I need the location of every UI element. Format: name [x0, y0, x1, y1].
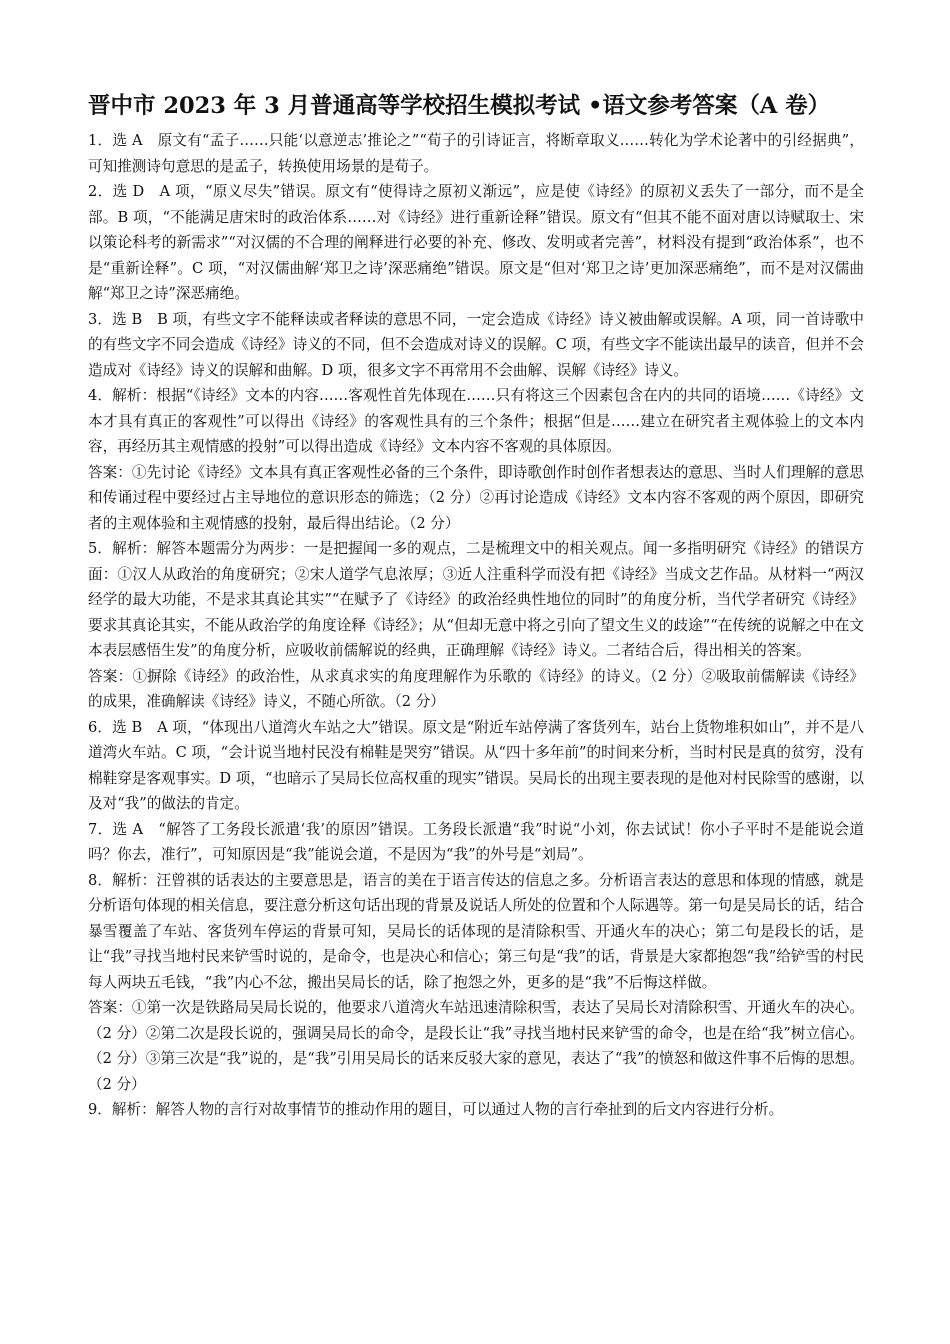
answer-4-key: 答案：①先讨论《诗经》文本具有真正客观性必备的三个条件，即诗歌创作时创作者想表达的意思、当时人们理解的意思和传诵过程中要经过占主导地位的意识形态的筛选；（2 分）②再讨论造成《诗经》文本内容不客观的两个原因，即研究者的主观体验和主观情感的投射，最后得出结论。（2 分）	[88, 463, 864, 532]
answer-9-analysis: 9．解析：解答人物的言行对故事情节的推动作用的题目，可以通过人物的言行牵扯到的后文内容进行分析。	[88, 1101, 784, 1118]
answer-document	[88, 90, 864, 1123]
answer-8-analysis: 8．解析：汪曾祺的话表达的主要意思是，语言的美在于语言传达的信息之多。分析语言表达的意思和体现的情感，就是分析语句体现的相关信息，要注意分析这句话出现的背景及说话人所处的位置和个人际遇等。第一句是吴局长的话，结合暴雪覆盖了车站、客货列车停运的背景可知，吴局长的话体现的是清除积雪、开通火车的决心；第二句是段长的话，是让“我”寻找当地村民来铲雪时说的，是命令，也是决心和信心；第三句是“我”的话，背景是大家都抱怨“我”给铲雪的村民每人两块五毛钱，“我”内心不忿，搬出吴局长的话，除了抱怨之外，更多的是“我”不后悔这样做。	[88, 871, 864, 991]
document-title: 晋中市 2023 年 3 月普通高等学校招生模拟考试 •语文参考答案（A 卷）	[88, 93, 831, 119]
answer-7: 7．选 A “解答了工务段长派遣‘我’的原因”错误。工务段长派遣“我”时说“小刘，你去试试！你小子平时不是能说会道吗？你去，准行”，可知原因是“我”能说会道，不是因为“我”的外号是“刘局”。	[88, 820, 864, 863]
answer-5-key: 答案：①摒除《诗经》的政治性，从求真求实的角度理解作为乐歌的《诗经》的诗义。（2 分）②吸取前儒解读《诗经》的成果，准确解读《诗经》诗义，不随心所欲。（2 分）	[88, 667, 864, 710]
answer-1: 1．选 A 原文有“孟子……只能‘以意逆志’推论之”“荀子的引诗证言，将断章取义……转化为学术论著中的引经据典”，可知推测诗句意思的是孟子，转换使用场景的是荀子。	[88, 132, 864, 175]
answer-4-analysis: 4．解析：根据“《诗经》文本的内容……客观性首先体现在……只有将这三个因素包含在内的共同的语境……《诗经》文本才具有真正的客观性”可以得出《诗经》的客观性具有的三个条件；根据“但是……建立在研究者主观体验上的文本内容，再经历其主观情感的投射”可以得出造成《诗经》文本内容不客观的具体原因。	[88, 387, 864, 455]
answer-2: 2．选 D A 项，“原义尽失”错误。原文有“使得诗之原初义渐远”，应是使《诗经》的原初义丢失了一部分，而不是全部。B 项，“不能满足唐宋时的政治体系……对《诗经》进行重新诠释”错误。原文有“但其不能不面对唐以诗赋取士、宋以策论科考的新需求”“对汉儒的不合理的阐释进行必要的补充、修改、发明或者完善”，材料没有提到“政治体系”，也不是“重新诠释”。C 项，“对汉儒曲解‘郑卫之诗’深恶痛绝”错误。原文是“但对‘郑卫之诗’更加深恶痛绝”，而不是对汉儒曲解“郑卫之诗”深恶痛绝。	[88, 183, 865, 302]
answer-5-analysis: 5．解析：解答本题需分为两步：一是把握闻一多的观点，二是梳理文中的相关观点。闻一多指明研究《诗经》的错误方面：①汉人从政治的角度研究；②宋人道学气息浓厚；③近人注重科学而没有把《诗经》当成文艺作品。从材料一“两汉经学的最大功能，不是求其真论其实”“在赋予了《诗经》的政治经典性地位的同时”的角度分析，当代学者研究《诗经》要求其真论其实，不能从政治学的角度诠释《诗经》；从“但却无意中将之引向了望文生义的歧途”“在传统的说解之中在文本表层感悟生发”的角度分析，应吸收前儒解说的经典，正确理解《诗经》诗义。二者结合后，得出相关的答案。	[88, 540, 864, 659]
answer-6: 6．选 B A 项，“体现出八道湾火车站之大”错误。原文是“附近车站停满了客货列车，站台上货物堆积如山”，并不是八道湾火车站。C 项，“会计说当地村民没有棉鞋是哭穷”错误。从“四十多年前”的时间来分析，当时村民是真的贫穷，没有棉鞋穿是客观事实。D 项，“也暗示了吴局长位高权重的现实”错误。吴局长的出现主要表现的是他对村民除雪的感谢，以及对“我”的做法的肯定。	[88, 718, 864, 812]
answer-8-key: 答案：①第一次是铁路局吴局长说的，他要求八道湾火车站迅速清除积雪，表达了吴局长对清除积雪、开通火车的决心。（2 分）②第二次是段长说的，强调吴局长的命令，是段长让“我”寻找当地村民来铲雪的命令，也是在给“我”树立信心。（2 分）③第三次是“我”说的，是“我”引用吴局长的话来反驳大家的意见，表达了“我”的愤怒和做这件事不后悔的思想。（2 分）	[88, 999, 864, 1093]
answer-3: 3．选 B B 项，有些文字不能释读或者释读的意思不同，一定会造成《诗经》诗义被曲解或误解。A 项，同一首诗歌中的有些文字不同会造成《诗经》诗义的不同，但不会造成对诗义的误解。C 项，有些文字不能读出最早的读音，但并不会造成对《诗经》诗义的误解和曲解。D 项，很多文字不再常用不会曲解、误解《诗经》诗义。	[88, 310, 864, 379]
